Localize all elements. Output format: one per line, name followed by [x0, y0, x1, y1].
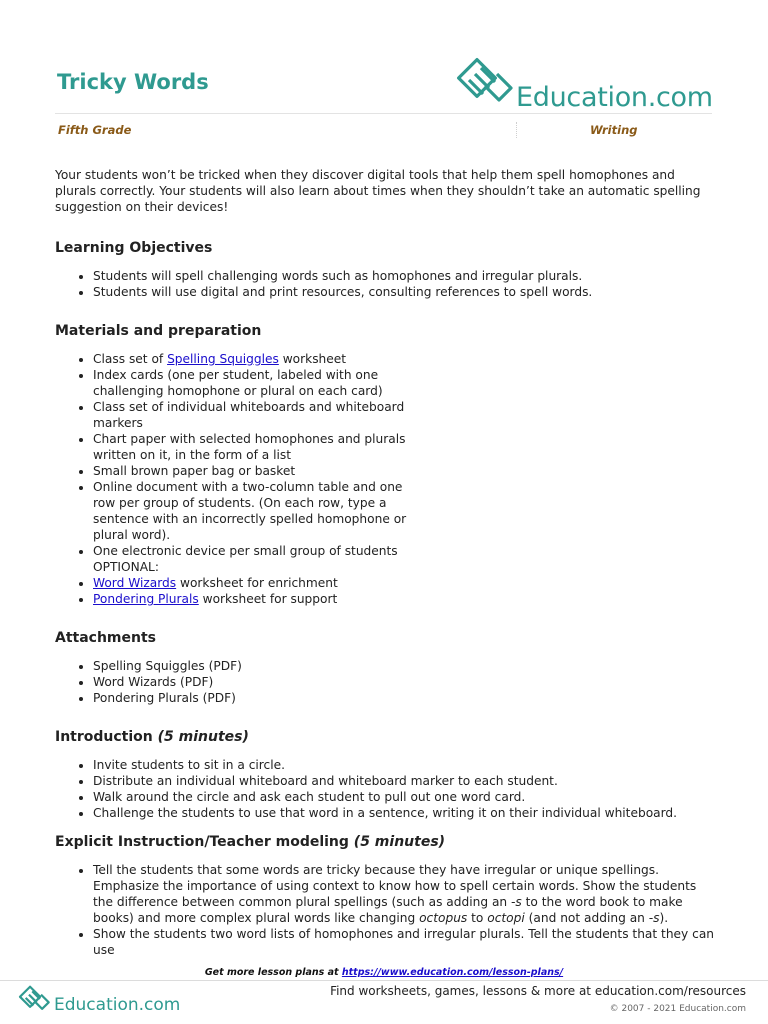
header-divider [55, 113, 712, 114]
list-item: • Show the students two word lists of homophones and irregular plurals. Tell the students that they can use [93, 926, 715, 958]
list-item: • Index cards (one per student, labeled with one challenging homophone or plural on each card) [93, 367, 413, 399]
pondering-plurals-link[interactable]: Pondering Plurals [93, 592, 199, 606]
word-wizards-link[interactable]: Word Wizards [93, 576, 177, 590]
list-item: • Students will spell challenging words such as homophones and irregular plurals. [93, 268, 715, 284]
intro-paragraph: Your students won’t be tricked when they discover digital tools that help them spell homophones and plurals correctly. Your students will also learn about times when they shouldn’t take an automatic spelling suggestion on their devices! [55, 168, 701, 214]
list-item: • Challenge the students to use that word in a sentence, writing it on their individual whiteboard. [93, 805, 715, 821]
footer-copyright: © 2007 - 2021 Education.com [609, 1004, 746, 1014]
list-item: • Pondering Plurals worksheet for support [93, 591, 413, 607]
list-item: • Chart paper with selected homophones and plurals written on it, in the form of a list [93, 431, 413, 463]
education-logo-icon [18, 984, 52, 1014]
page-title: Tricky Words [57, 70, 209, 94]
introduction-heading: Introduction (5 minutes) [55, 729, 249, 745]
list-item: • Distribute an individual whiteboard and whiteboard marker to each student. [93, 773, 715, 789]
list-item: • Online document with a two-column table and one row per group of students. (On each row, type a sentence with an incorrectly spelled homophone or plural word). [93, 479, 413, 543]
lesson-plans-link[interactable]: https://www.education.com/lesson-plans/ [341, 967, 564, 978]
logo-wordmark: Education.com [516, 82, 713, 113]
list-item: • Class set of individual whiteboards and whiteboard markers [93, 399, 413, 431]
grade-label: Fifth Grade [58, 123, 132, 137]
attachment-item[interactable]: • Spelling Squiggles (PDF) [93, 658, 715, 674]
list-item: • Walk around the circle and ask each student to pull out one word card. [93, 789, 715, 805]
list-item: • One electronic device per small group of students OPTIONAL: [93, 543, 413, 575]
footer-logo[interactable] [18, 984, 188, 1018]
education-logo[interactable] [455, 56, 715, 118]
list-item: • Students will use digital and print resources, consulting references to spell words. [93, 284, 715, 300]
meta-divider [516, 122, 517, 138]
list-item: • Tell the students that some words are tricky because they have irregular or unique spellings. Emphasize the importance of using context to know how to spell certain words. Show the students the difference between common plural spellings (such as adding an -s to the word book to make books) and more complex plural words like changing octopus to octopi (and not adding an -s). [93, 862, 715, 926]
subject-label: Writing [590, 123, 638, 137]
list-item: • Word Wizards worksheet for enrichment [93, 575, 413, 591]
lesson-content [55, 167, 715, 980]
materials-heading: Materials and preparation [55, 323, 262, 339]
explicit-instruction-heading: Explicit Instruction/Teacher modeling (5 minutes) [55, 834, 446, 850]
materials-list [55, 351, 413, 607]
objectives-list [55, 268, 715, 300]
more-lesson-plans: Get more lesson plans at https://www.education.com/lesson-plans/ [0, 966, 768, 979]
list-item: • Invite students to sit in a circle. [93, 757, 715, 773]
attachments-list [55, 658, 715, 706]
attachment-item[interactable]: • Word Wizards (PDF) [93, 674, 715, 690]
footer-logo-wordmark: Education.com [54, 995, 181, 1015]
attachment-item[interactable]: • Pondering Plurals (PDF) [93, 690, 715, 706]
footer-divider [0, 980, 768, 981]
spelling-squiggles-link[interactable]: Spelling Squiggles [167, 352, 279, 366]
list-item: • Class set of Spelling Squiggles worksheet [93, 351, 413, 367]
attachments-heading: Attachments [55, 630, 157, 646]
introduction-list [55, 757, 715, 821]
objectives-heading: Learning Objectives [55, 240, 213, 256]
education-logo-icon [455, 56, 517, 108]
footer-find-text: Find worksheets, games, lessons & more at education.com/resources [330, 984, 746, 998]
explicit-instruction-list [55, 862, 715, 958]
list-item: • Small brown paper bag or basket [93, 463, 413, 479]
